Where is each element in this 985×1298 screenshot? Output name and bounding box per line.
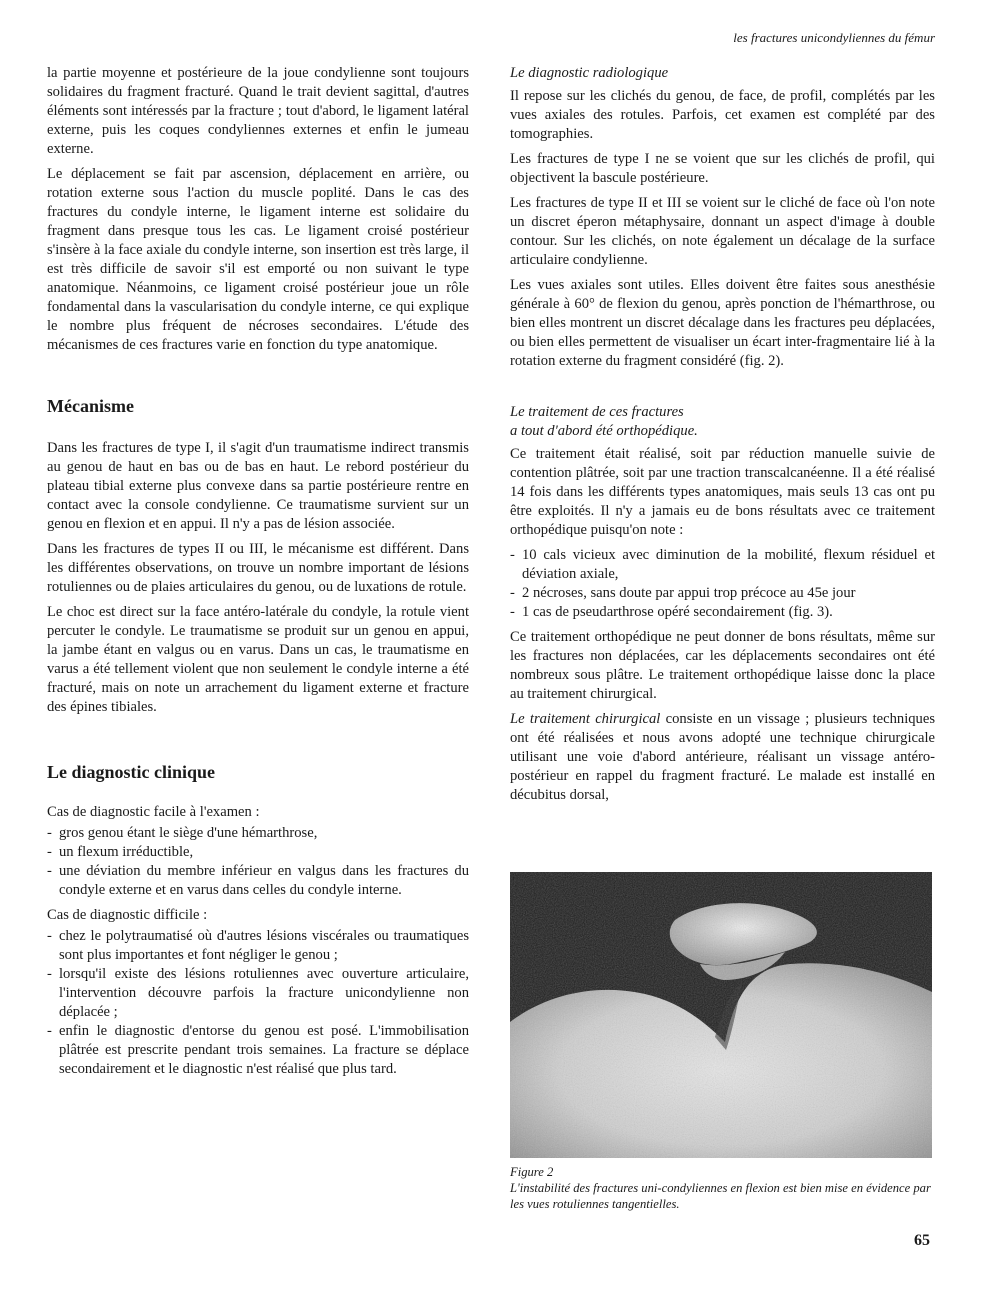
right-column [510, 64, 935, 811]
list-item: - un flexum irréductible, [47, 843, 469, 862]
list-intro: Cas de diagnostic facile à l'examen : [47, 804, 260, 820]
list-intro: Cas de diagnostic difficile : [47, 907, 208, 923]
list-item: - une déviation du membre inférieur en valgus dans les fractures du condyle externe et en varus dans celles du condyle interne. [47, 862, 469, 900]
paragraph: la partie moyenne et postérieure de la joue condylienne sont toujours solidaires du fragment fracturé. Quand le trait devient sagittal, d'autres éléments sont intéressés par la fracture ; tout d'abord, le ligament latéral externe, puis les coques condyliennes externes et enfin le jumeau externe. [47, 65, 469, 157]
hard-diagnosis-list [47, 927, 469, 1079]
running-head: les fractures unicondyliennes du fémur [733, 30, 935, 45]
figure-label: Figure 2 [510, 1165, 554, 1179]
paragraph: Les fractures de type II et III se voient sur le cliché de face où l'on note un discret éperon métaphysaire, donnant un aspect d'image à double contour. Sur les clichés, on note également un décalage de la surface articulaire condylienne. [510, 195, 935, 268]
ortho-results-list [510, 546, 935, 622]
left-column [47, 64, 469, 1085]
paragraph: Les fractures de type I ne se voient que sur les clichés de profil, qui objectivent la bascule postérieure. [510, 151, 935, 186]
emphasis: Le traitement chirurgical [510, 711, 661, 727]
paragraph: Dans les fractures de type I, il s'agit d'un traumatisme indirect transmis au genou de haut en bas ou de bas en haut. Le rebord postérieur du plateau tibial externe plus convexe dans sa partie postérieure rentre en contact avec la console condylienne. Ce traumatisme survient sur un genou en flexion et en appui. Il n'y a pas de lésion associée. [47, 440, 469, 532]
subheading-line: Le traitement de ces fractures [510, 404, 684, 420]
list-item: - 2 nécroses, sans doute par appui trop précoce au 45e jour [510, 584, 935, 603]
paragraph: Le choc est direct sur la face antéro-latérale du condyle, la rotule vient percuter le condyle. Le traumatisme se produit sur un genou en appui, la jambe étant en valgus ou en varus. Dans un cas, le traumatisme en varus a été tellement violent que non seulement le condyle interne a été fracturé, mais on note un arrachement du ligament externe et fracture des épines tibiales. [47, 604, 469, 715]
spacer [510, 377, 935, 403]
list-item: - enfin le diagnostic d'entorse du genou est posé. L'immobilisation plâtrée est prescrite pendant trois semaines. La fracture se déplace secondairement et le diagnostic n'est réalisé que plus tard. [47, 1022, 469, 1079]
page-number: 65 [914, 1232, 930, 1249]
list-item: - 1 cas de pseudarthrose opéré secondairement (fig. 3). [510, 603, 935, 622]
subheading-line: a tout d'abord été orthopédique. [510, 423, 698, 439]
list-item: - lorsqu'il existe des lésions rotuliennes avec ouverture articulaire, l'intervention découvre parfois la fracture unicondylienne non déplacée ; [47, 965, 469, 1022]
subheading-traitement [510, 403, 935, 441]
section-heading-mecanisme: Mécanisme [47, 396, 134, 416]
section-heading-diagnostic-clinique: Le diagnostic clinique [47, 762, 216, 782]
list-item: - gros genou étant le siège d'une hémarthrose, [47, 824, 469, 843]
radiograph-figure [510, 872, 932, 1158]
radiograph-image [510, 872, 932, 1158]
list-item: - chez le polytraumatisé où d'autres lésions viscérales ou traumatiques sont plus importantes et font négliger le genou ; [47, 927, 469, 965]
paragraph: Le déplacement se fait par ascension, déplacement en arrière, ou rotation externe sous l'action du muscle poplité. Dans le cas des fractures du condyle interne, le ligament interne est solidaire du fragment dans presque tous les cas. Le ligament croisé postérieur s'insère à la face axiale du condyle interne, son insertion est très large, il est très difficile de savoir s'il est emporté ou non suivant le type anatomique. Néanmoins, ce ligament croisé postérieur joue un rôle fondamental dans la vascularisation du condyle interne, ce qui explique le nombre plus fréquent de nécroses secondaires. L'étude des mécanismes de ces fractures varie en fonction du type anatomique. [47, 166, 469, 353]
figure-caption-text: L'instabilité des fractures uni-condyliennes en flexion est bien mise en évidence par les vues rotuliennes tangentielles. [510, 1181, 931, 1211]
paragraph: Il repose sur les clichés du genou, de face, de profil, complétés par les vues axiales des rotules. Parfois, cet examen est complété par des tomographies. [510, 88, 935, 142]
list-item: - 10 cals vicieux avec diminution de la mobilité, flexum résiduel et déviation axiale, [510, 546, 935, 584]
paragraph [510, 710, 935, 805]
paragraph: Ce traitement orthopédique ne peut donner de bons résultats, même sur les fractures non déplacées, car les déplacements secondaires ont été nombreux sous plâtre. Le traitement orthopédique laisse donc la place au traitement chirurgical. [510, 629, 935, 702]
subheading-radiologique: Le diagnostic radiologique [510, 65, 669, 81]
paragraph: Dans les fractures de types II ou III, le mécanisme est différent. Dans les différentes observations, on trouve un nombre important de lésions rotuliennes ou de plaies articulaires du genou, ou de luxations de rotule. [47, 541, 469, 595]
paragraph-text: consiste en un vissage ; plusieurs techniques ont été réalisées et nous avons adopté une technique chirurgicale utilisant une voie d'abord antérieure, réalisant un vissage antéro-postérieur en rappel du fragment fracturé. Le malade est installé en décubitus dorsal, [510, 711, 936, 803]
paragraph: Les vues axiales sont utiles. Elles doivent être faites sous anesthésie générale à 60° de flexion du genou, après ponction de l'hémarthrose, ou bien elles montrent un discret décalage dans les fractures peu déplacées, ou bien elles permettent de visualiser un écart inter-fragmentaire lié à la rotation externe du fragment considéré (fig. 2). [510, 277, 935, 369]
paragraph: Ce traitement était réalisé, soit par réduction manuelle suivie de contention plâtrée, soit par une traction transcalcanéenne. Il a été réalisé 14 fois dans les différents types anatomiques, mais seuls 13 cas ont pu être exploités. Il n'y a jamais eu de bons résultats avec ce traitement orthopédique puisqu'on note : [510, 446, 935, 538]
easy-diagnosis-list [47, 824, 469, 900]
figure-caption [510, 1164, 932, 1212]
